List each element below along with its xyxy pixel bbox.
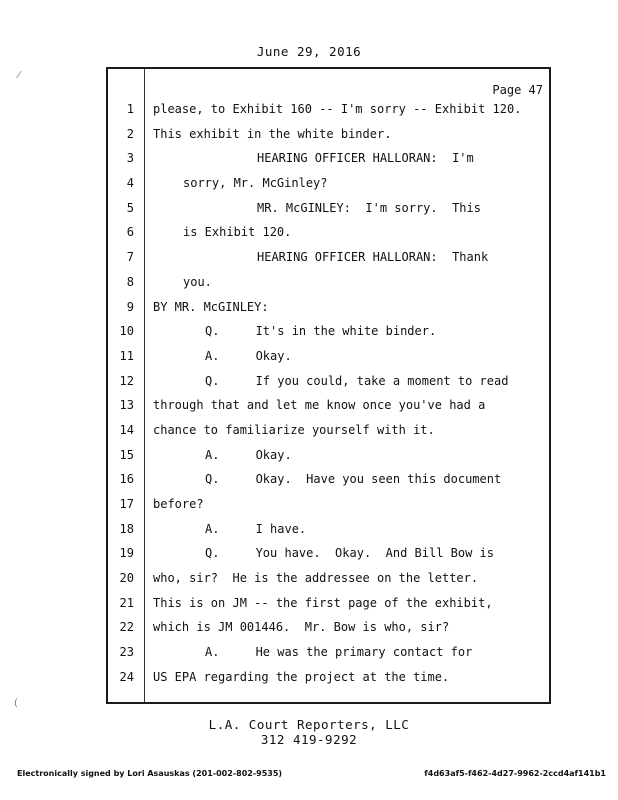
line-text: who, sir? He is the addressee on the letter. [153, 571, 479, 586]
line-text: This exhibit in the white binder. [153, 126, 392, 141]
transcript-line [108, 522, 549, 547]
line-text: Q. If you could, take a moment to read [205, 373, 509, 388]
line-number: 19 [119, 546, 134, 561]
line-text: through that and let me know once you've had a [153, 398, 486, 413]
transcript-line [108, 497, 549, 522]
line-number: 2 [126, 126, 134, 141]
line-number: 4 [126, 176, 134, 191]
line-text: chance to familiarize yourself with it. [153, 422, 435, 437]
transcript-date: June 29, 2016 [256, 44, 362, 59]
transcript-line [108, 300, 549, 325]
line-text: sorry, Mr. McGinley? [183, 176, 328, 191]
line-text: A. Okay. [205, 348, 292, 363]
line-number: 14 [119, 422, 134, 437]
line-number: 20 [119, 571, 134, 586]
transcript-lines [108, 102, 549, 695]
transcript-line [108, 250, 549, 275]
transcript-line [108, 324, 549, 349]
document-hash: f4d63af5-f462-4d27-9962-2ccd4af141b1 [424, 769, 606, 778]
line-number: 18 [119, 521, 134, 536]
line-text: which is JM 001446. Mr. Bow is who, sir? [153, 620, 450, 635]
transcript-line [108, 472, 549, 497]
transcript-line [108, 670, 549, 695]
line-number: 23 [119, 645, 134, 660]
line-text: HEARING OFFICER HALLORAN: Thank [257, 250, 489, 265]
line-number: 15 [119, 447, 134, 462]
scan-artifact: ( [14, 698, 18, 709]
line-text: US EPA regarding the project at the time. [153, 669, 450, 684]
line-text: BY MR. McGINLEY: [153, 299, 269, 314]
page-number: Page 47 [492, 83, 543, 97]
electronic-signature-note: Electronically signed by Lori Asauskas (201-002-802-9535) [17, 769, 283, 778]
transcript-page-frame [106, 67, 551, 704]
line-number: 3 [126, 151, 134, 166]
line-number: 10 [119, 324, 134, 339]
line-text: MR. McGINLEY: I'm sorry. This [257, 200, 481, 215]
line-number: 11 [119, 348, 134, 363]
transcript-line [108, 571, 549, 596]
scan-artifact: ⁄ [18, 70, 20, 81]
line-number: 21 [119, 595, 134, 610]
line-number: 22 [119, 620, 134, 635]
line-number: 17 [119, 497, 134, 511]
transcript-line [108, 546, 549, 571]
court-reporter-phone: 312 419-9292 [260, 732, 358, 747]
transcript-line [108, 620, 549, 645]
transcript-line [108, 176, 549, 201]
line-text: before? [153, 497, 204, 511]
line-text: you. [183, 274, 212, 289]
transcript-line [108, 102, 549, 127]
transcript-line [108, 398, 549, 423]
line-text: Q. Okay. Have you seen this document [205, 472, 502, 487]
line-number: 1 [126, 102, 134, 116]
transcript-line [108, 201, 549, 226]
line-number: 6 [126, 225, 134, 240]
line-number: 7 [126, 250, 134, 265]
line-text: please, to Exhibit 160 -- I'm sorry -- Exhibit 120. [153, 102, 522, 116]
line-text: A. He was the primary contact for [205, 645, 473, 660]
transcript-line [108, 645, 549, 670]
transcript-line [108, 423, 549, 448]
transcript-line [108, 596, 549, 621]
transcript-line [108, 448, 549, 473]
transcript-line [108, 225, 549, 250]
line-number: 13 [119, 398, 134, 413]
transcript-line [108, 127, 549, 152]
line-number: 12 [119, 373, 134, 388]
line-number: 8 [126, 274, 134, 289]
court-reporter-name: L.A. Court Reporters, LLC [208, 717, 410, 732]
line-text: HEARING OFFICER HALLORAN: I'm [257, 151, 474, 166]
line-text: is Exhibit 120. [183, 225, 292, 240]
line-number: 24 [119, 669, 134, 684]
transcript-line [108, 275, 549, 300]
line-number: 9 [126, 299, 134, 314]
line-text: A. Okay. [205, 447, 292, 462]
line-number: 16 [119, 472, 134, 487]
line-text: Q. It's in the white binder. [205, 324, 437, 339]
line-text: A. I have. [205, 521, 307, 536]
transcript-line [108, 151, 549, 176]
transcript-line [108, 349, 549, 374]
transcript-line [108, 374, 549, 399]
line-text: This is on JM -- the first page of the exhibit, [153, 595, 493, 610]
line-number: 5 [126, 200, 134, 215]
line-text: Q. You have. Okay. And Bill Bow is [205, 546, 494, 561]
